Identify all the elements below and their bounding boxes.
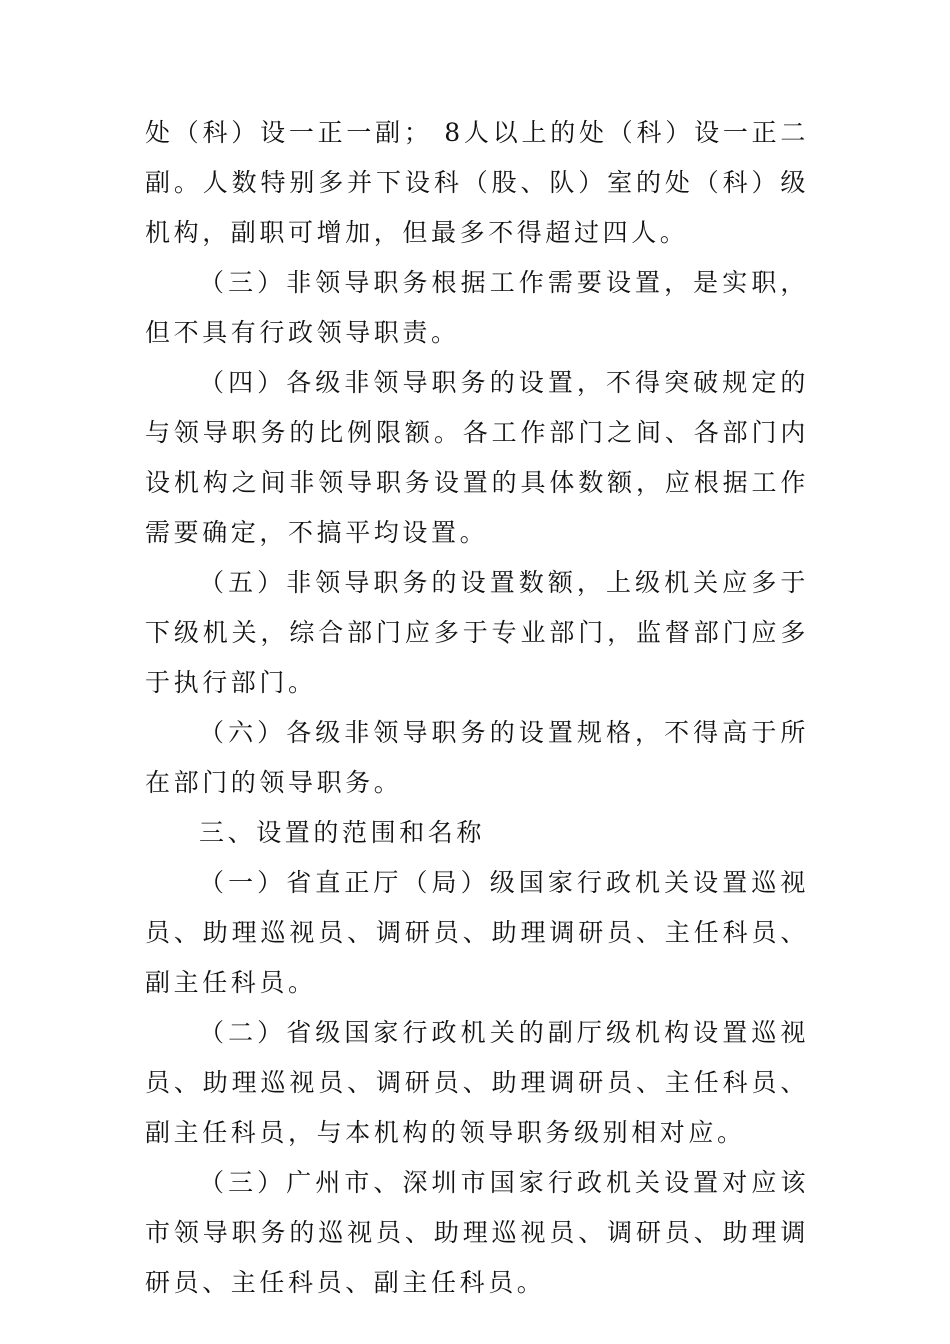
paragraph-item-6-grade: （六）各级非领导职务的设置规格，不得高于所在部门的领导职务。 bbox=[145, 718, 809, 797]
paragraph-item-5-quota: （五）非领导职务的设置数额，上级机关应多于下级机关，综合部门应多于专业部门，监督部门应多于执行部门。 bbox=[145, 568, 809, 697]
paragraph-continuation: 处（科）设一正一副； 8人以上的处（科）设一正二副。人数特别多并下设科（股、队）室的处（科）级机构，副职可增加，但最多不得超过四人。 bbox=[145, 118, 809, 247]
paragraph-scope-item-2: （二）省级国家行政机关的副厅级机构设置巡视员、助理巡视员、调研员、助理调研员、主任科员、副主任科员，与本机构的领导职务级别相对应。 bbox=[145, 1018, 809, 1147]
paragraph-item-4-ratio-limit: （四）各级非领导职务的设置，不得突破规定的与领导职务的比例限额。各工作部门之间、各部门内设机构之间非领导职务设置的具体数额，应根据工作需要确定，不搞平均设置。 bbox=[145, 368, 809, 547]
section-heading-scope-and-names: 三、设置的范围和名称 bbox=[199, 818, 486, 847]
paragraph-item-3-nonleading-duty: （三）非领导职务根据工作需要设置，是实职，但不具有行政领导职责。 bbox=[145, 268, 809, 347]
paragraph-scope-item-3: （三）广州市、深圳市国家行政机关设置对应该市领导职务的巡视员、助理巡视员、调研员、助理调研员、主任科员、副主任科员。 bbox=[145, 1168, 809, 1297]
paragraph-scope-item-1: （一）省直正厅（局）级国家行政机关设置巡视员、助理巡视员、调研员、助理调研员、主任科员、副主任科员。 bbox=[145, 868, 809, 997]
document-body bbox=[145, 108, 809, 1308]
